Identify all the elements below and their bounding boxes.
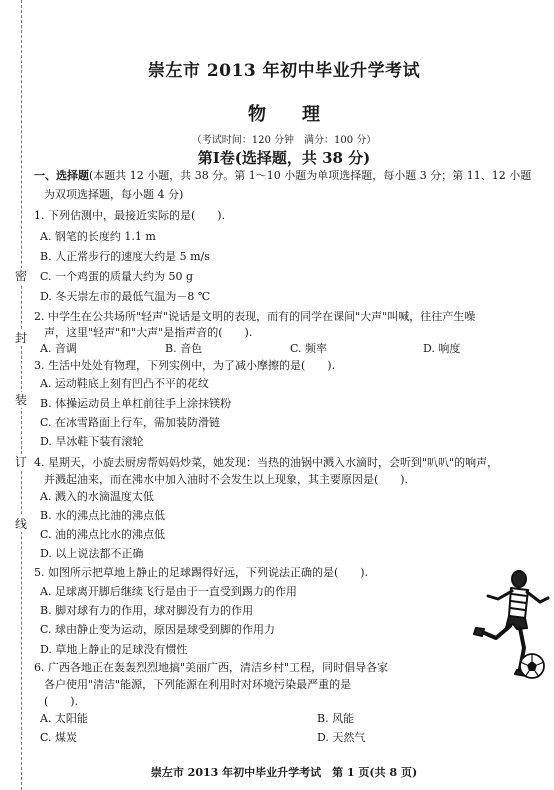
question-1-option-c: C. 一个鸡蛋的质量大约为 50 g (40, 270, 194, 283)
question-1-option-a: A. 钢笔的长度约 1.1 m (40, 230, 156, 243)
question-2-option-b: B. 音色 (165, 342, 203, 355)
section-heading (34, 168, 534, 183)
binding-char-zhuang: 装 (6, 392, 36, 408)
question-4-option-a: A. 溅入的水滴温度太低 (40, 490, 154, 503)
question-3-option-d: D. 旱冰鞋下装有滚轮 (40, 435, 144, 448)
question-2-stem-1: 2. 中学生在公共场所"轻声"说话是文明的表现，而有的同学在课间"大声"叫喊，往往产生噪 (34, 310, 476, 323)
soccer-ball-icon (520, 654, 544, 678)
question-1-stem: 1. 下列估测中，最接近实际的是( ). (34, 209, 226, 222)
question-3-stem: 3. 生活中处处有物理，下列实例中，为了减小摩擦的是( ). (34, 359, 336, 372)
question-5-option-b: B. 脚对球有力的作用，球对脚没有力的作用 (40, 604, 254, 617)
subject-title: 物 理 (248, 104, 320, 125)
question-3-option-b: B. 体操运动员上单杠前往手上涂抹镁粉 (40, 397, 232, 410)
question-6-stem-2: 各户使用"清洁"能源，下列能源在利用时对环境污染最严重的是 (44, 678, 352, 691)
question-5-option-a: A. 足球离开脚后继续飞行是由于一直受到踢力的作用 (40, 585, 297, 598)
question-4-stem-1: 4. 星期天，小旋去厨房帮妈妈炒菜，她发现：当热的油锅中溅入水滴时，会听到"叭叭"的响声， (34, 456, 499, 469)
question-6-stem-3: ( ). (44, 695, 79, 708)
section-label: 一、选择题 (34, 169, 89, 182)
question-1-option-b: B. 人正常步行的速度大约是 5 m/s (40, 250, 210, 263)
question-2-stem-2: 声，这里"轻声"和"大声"是指声音的( ). (44, 326, 253, 339)
exam-title: 崇左市 2013 年初中毕业升学考试 (147, 61, 421, 81)
question-5-option-c: C. 球由静止变为运动，原因是球受到脚的作用力 (40, 623, 276, 636)
binding-char-feng: 封 (6, 330, 36, 346)
binding-char-mi: 密 (6, 268, 36, 284)
question-4-option-d: D. 以上说法都不正确 (40, 547, 144, 560)
question-6-option-d: D. 天然气 (317, 731, 366, 744)
section-description-cont: 为双项选择题，每小题 4 分) (44, 188, 184, 201)
question-5-stem: 5. 如图所示把草地上静止的足球踢得好远，下列说法正确的是( ). (34, 566, 369, 579)
binding-char-xian: 线 (6, 516, 36, 532)
question-2-option-d: D. 响度 (423, 342, 461, 355)
question-4-option-c: C. 油的沸点比水的沸点低 (40, 528, 166, 541)
question-6-option-b: B. 风能 (317, 712, 355, 725)
question-4-stem-2: 并溅起油来，而在沸水中加入油时不会发生以上现象，其主要原因是( ). (44, 473, 409, 486)
question-2-option-c: C. 频率 (290, 342, 328, 355)
exam-info: （考试时间：120 分钟 满分：100 分） (191, 135, 377, 146)
page-footer: 崇左市 2013 年初中毕业升学考试 第 1 页(共 8 页) (150, 766, 418, 779)
question-5-option-d: D. 草地上静止的足球没有惯性 (40, 643, 188, 656)
question-6-stem-1: 6. 广西各地正在轰轰烈烈地搞"美丽广西，清洁乡村"工程，同时倡导各家 (34, 661, 389, 674)
question-4-option-b: B. 水的沸点比油的沸点低 (40, 509, 166, 522)
question-3-option-a: A. 运动鞋底上刻有凹凸不平的花纹 (40, 377, 209, 390)
question-6-option-c: C. 煤炭 (40, 731, 78, 744)
section-description: (本题共 12 小题，共 38 分。第 1～10 小题为单项选择题，每小题 3 分；第 11、12 小题 (89, 169, 532, 182)
question-1-option-d: D. 冬天崇左市的最低气温为－8 ℃ (40, 290, 211, 303)
question-3-option-c: C. 在冰雪路面上行车，需加装防滑链 (40, 416, 221, 429)
question-2-option-a: A. 音调 (40, 342, 77, 355)
question-6-option-a: A. 太阳能 (40, 712, 88, 725)
soccer-player-illustration (462, 566, 554, 684)
volume-title: 第Ⅰ卷(选择题，共 38 分) (197, 149, 371, 167)
binding-char-ding: 订 (6, 454, 36, 470)
